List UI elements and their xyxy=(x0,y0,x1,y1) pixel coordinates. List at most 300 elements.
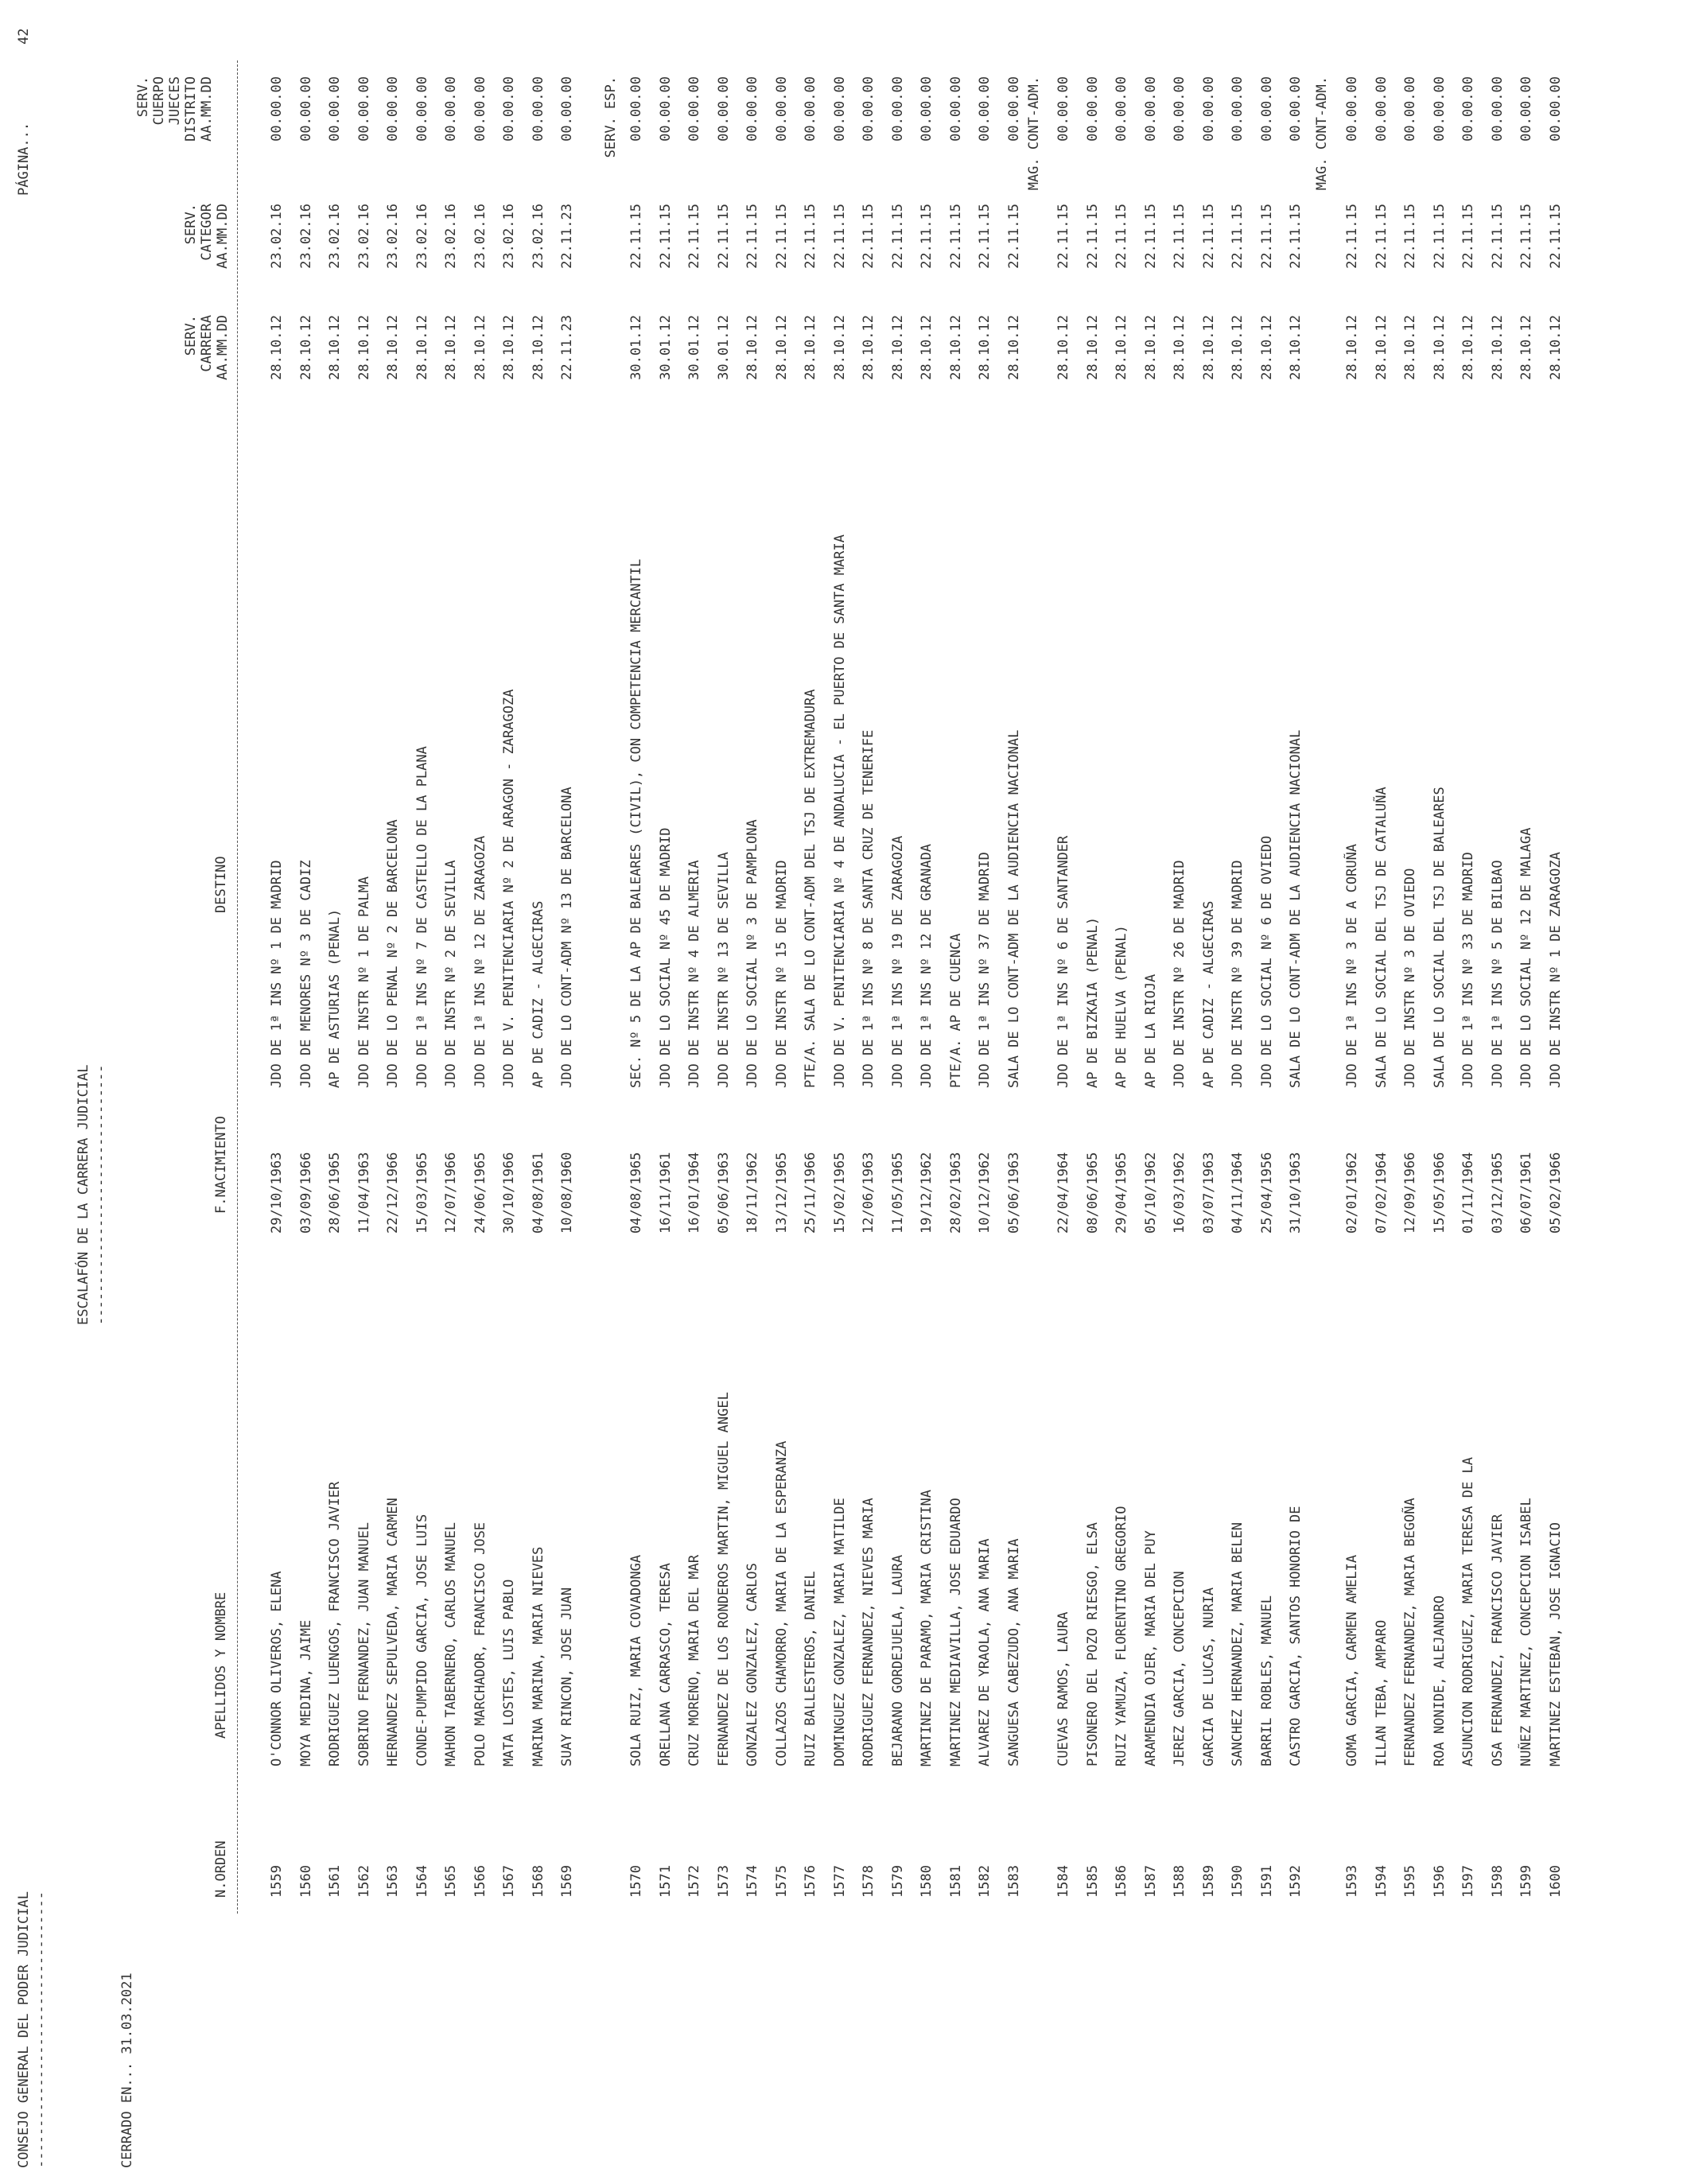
serv-cuerpo: 00.00.00 xyxy=(1200,76,1217,142)
birth-date: 15/03/1965 xyxy=(414,1152,430,1234)
serv-categor: 22.11.15 xyxy=(773,204,790,269)
serv-carrera: 28.10.12 xyxy=(327,315,343,380)
person-name: MOYA MEDINA, JAIME xyxy=(297,1619,314,1766)
person-name: GARCIA DE LUCAS, NURIA xyxy=(1200,1587,1217,1766)
birth-date: 06/07/1961 xyxy=(1518,1152,1534,1234)
order-number: 1599 xyxy=(1518,1865,1534,1898)
serv-categor: 22.11.15 xyxy=(1288,204,1304,269)
serv-carrera: 28.10.12 xyxy=(1084,315,1101,380)
table-row xyxy=(385,0,414,2184)
person-name: MATA LOSTES, LUIS PABLO xyxy=(501,1579,517,1766)
order-number: 1584 xyxy=(1055,1865,1071,1898)
col-c2-line1: SERV. xyxy=(183,204,199,245)
order-number: 1561 xyxy=(327,1865,343,1898)
destination: JDO DE LO SOCIAL Nº 45 DE MADRID xyxy=(657,827,674,1088)
birth-date: 12/06/1963 xyxy=(861,1152,877,1234)
serv-carrera: 28.10.12 xyxy=(530,315,546,380)
col-c3-line4: DISTRITO xyxy=(183,76,199,142)
destination: JDO DE MENORES Nº 3 DE CADIZ xyxy=(297,860,314,1088)
order-number: 1590 xyxy=(1230,1865,1246,1898)
birth-date: 13/12/1965 xyxy=(773,1152,790,1234)
destination: JDO DE 1ª INS Nº 8 DE SANTA CRUZ DE TENERIFE xyxy=(861,729,877,1088)
serv-categor: 23.02.16 xyxy=(327,204,343,269)
serv-categor: 22.11.15 xyxy=(1230,204,1246,269)
person-name: BEJARANO GORDEJUELA, LAURA xyxy=(889,1554,906,1766)
col-c1-line1: SERV. xyxy=(183,315,199,356)
serv-cuerpo: 00.00.00 xyxy=(1431,76,1448,142)
table-row xyxy=(414,0,443,2184)
order-number: 1564 xyxy=(414,1865,430,1898)
table-row xyxy=(716,0,744,2184)
serv-cuerpo: 00.00.00 xyxy=(1489,76,1506,142)
birth-date: 04/08/1961 xyxy=(530,1152,546,1234)
serv-carrera: 28.10.12 xyxy=(269,315,285,380)
destination: AP DE HUELVA (PENAL) xyxy=(1114,925,1129,1088)
serv-categor: 22.11.15 xyxy=(977,204,993,269)
serv-categor: 23.02.16 xyxy=(385,204,401,269)
birth-date: 29/04/1965 xyxy=(1114,1152,1129,1234)
order-number: 1597 xyxy=(1460,1865,1476,1898)
serv-cuerpo: 00.00.00 xyxy=(1373,76,1390,142)
serv-categor: 22.11.15 xyxy=(803,204,818,269)
serv-carrera: 28.10.12 xyxy=(889,315,906,380)
serv-categor: 22.11.15 xyxy=(831,204,848,269)
birth-date: 03/12/1965 xyxy=(1489,1152,1506,1234)
table-row xyxy=(774,0,803,2184)
order-number: 1588 xyxy=(1172,1865,1188,1898)
serv-categor: 22.11.15 xyxy=(889,204,906,269)
birth-date: 04/08/1965 xyxy=(628,1152,644,1234)
serv-categor: 23.02.16 xyxy=(530,204,546,269)
person-name: ROA NONIDE, ALEJANDRO xyxy=(1431,1595,1448,1766)
birth-date: 24/06/1965 xyxy=(472,1152,488,1234)
birth-date: 01/11/1964 xyxy=(1460,1152,1476,1234)
birth-date: 03/07/1963 xyxy=(1200,1152,1217,1234)
order-number: 1593 xyxy=(1344,1865,1360,1898)
destination: JDO DE 1ª INS Nº 1 DE MADRID xyxy=(269,860,285,1088)
col-c2-line3: AA.MM.DD xyxy=(215,204,231,269)
serv-cuerpo: 00.00.00 xyxy=(889,76,906,142)
serv-cuerpo: 00.00.00 xyxy=(977,76,993,142)
destination: JDO DE 1ª INS Nº 33 DE MADRID xyxy=(1460,852,1476,1088)
serv-cuerpo: 00.00.00 xyxy=(803,76,818,142)
table-row xyxy=(861,0,889,2184)
table-row xyxy=(269,0,297,2184)
destination: JDO DE INSTR Nº 13 DE SEVILLA xyxy=(715,852,732,1088)
destination: JDO DE LO CONT-ADM Nº 13 DE BARCELONA xyxy=(559,787,575,1088)
serv-cuerpo: 00.00.00 xyxy=(1288,76,1304,142)
serv-categor: 22.11.15 xyxy=(1402,204,1418,269)
birth-date: 05/10/1962 xyxy=(1142,1152,1159,1234)
serv-carrera: 28.10.12 xyxy=(1489,315,1506,380)
serv-carrera: 28.10.12 xyxy=(1344,315,1360,380)
order-number: 1585 xyxy=(1084,1865,1101,1898)
serv-cuerpo: 00.00.00 xyxy=(269,76,285,142)
destination: AP DE BIZKAIA (PENAL) xyxy=(1084,917,1101,1088)
birth-date: 16/03/1962 xyxy=(1172,1152,1188,1234)
serv-categor: 22.11.15 xyxy=(1142,204,1159,269)
serv-cuerpo: 00.00.00 xyxy=(1547,76,1564,142)
serv-categor: 23.02.16 xyxy=(443,204,459,269)
table-row xyxy=(1172,0,1200,2184)
person-name: RODRIGUEZ FERNANDEZ, NIEVES MARIA xyxy=(861,1498,877,1766)
order-number: 1596 xyxy=(1431,1865,1448,1898)
serv-carrera: 28.10.12 xyxy=(977,315,993,380)
destination: JDO DE LO PENAL Nº 2 DE BARCELONA xyxy=(385,819,401,1088)
serv-carrera: 28.10.12 xyxy=(861,315,877,380)
destination: SALA DE LO CONT-ADM DE LA AUDIENCIA NACIONAL xyxy=(1288,729,1304,1088)
destination: JDO DE 1ª INS Nº 6 DE SANTANDER xyxy=(1055,835,1071,1088)
serv-categor: 22.11.15 xyxy=(919,204,935,269)
col-c2-line2: CATEGOR xyxy=(199,204,215,261)
order-number: 1563 xyxy=(385,1865,401,1898)
person-name: RUIZ YAMUZA, FLORENTINO GREGORIO xyxy=(1114,1506,1129,1766)
col-c3-line3: JUECES xyxy=(167,76,183,126)
serv-carrera: 28.10.12 xyxy=(919,315,935,380)
person-name: GONZALEZ GONZALEZ, CARLOS xyxy=(744,1563,760,1766)
destination: SALA DE LO SOCIAL DEL TSJ DE CATALUÑA xyxy=(1373,787,1390,1088)
serv-carrera: 30.01.12 xyxy=(715,315,732,380)
page-number: 42 xyxy=(16,28,32,45)
title-underline: -------------------------------- xyxy=(93,1064,109,1325)
birth-date: 05/06/1963 xyxy=(715,1152,732,1234)
table-row xyxy=(472,0,501,2184)
destination: JDO DE INSTR Nº 3 DE OVIEDO xyxy=(1402,868,1418,1088)
serv-carrera: 22.11.23 xyxy=(559,315,575,380)
birth-date: 10/08/1960 xyxy=(559,1152,575,1234)
destination: AP DE CADIZ - ALGECIRAS xyxy=(1200,900,1217,1088)
table-row xyxy=(1201,0,1230,2184)
destination: AP DE LA RIOJA xyxy=(1142,973,1159,1088)
serv-categor: 23.02.16 xyxy=(297,204,314,269)
serv-carrera: 28.10.12 xyxy=(773,315,790,380)
person-name: MARINA MARINA, MARIA NIEVES xyxy=(530,1546,546,1766)
group-subheader: MAG. CONT-ADM. xyxy=(1314,76,1330,191)
serv-categor: 22.11.15 xyxy=(1172,204,1188,269)
col-destination-header: DESTINO xyxy=(213,856,229,913)
serv-categor: 22.11.15 xyxy=(1084,204,1101,269)
order-number: 1566 xyxy=(472,1865,488,1898)
destination: JDO DE LO SOCIAL Nº 6 DE OVIEDO xyxy=(1258,835,1275,1088)
table-row xyxy=(977,0,1005,2184)
birth-date: 22/04/1964 xyxy=(1055,1152,1071,1234)
birth-date: 15/02/1965 xyxy=(831,1152,848,1234)
table-row xyxy=(832,0,861,2184)
order-number: 1572 xyxy=(686,1865,702,1898)
serv-carrera: 28.10.12 xyxy=(472,315,488,380)
serv-cuerpo: 00.00.00 xyxy=(861,76,877,142)
col-c1-line2: CARRERA xyxy=(199,315,215,372)
birth-date: 07/02/1964 xyxy=(1373,1152,1390,1234)
serv-cuerpo: 00.00.00 xyxy=(686,76,702,142)
table-row xyxy=(948,0,977,2184)
serv-carrera: 28.10.12 xyxy=(1142,315,1159,380)
serv-carrera: 28.10.12 xyxy=(1258,315,1275,380)
serv-cuerpo: 00.00.00 xyxy=(530,76,546,142)
table-row xyxy=(1490,0,1518,2184)
order-number: 1598 xyxy=(1489,1865,1506,1898)
order-number: 1567 xyxy=(501,1865,517,1898)
person-name: HERNANDEZ SEPULVEDA, MARIA CARMEN xyxy=(385,1498,401,1766)
table-row xyxy=(443,0,472,2184)
serv-carrera: 30.01.12 xyxy=(628,315,644,380)
order-number: 1583 xyxy=(1005,1865,1022,1898)
destination: SALA DE LO SOCIAL DEL TSJ DE BALEARES xyxy=(1431,787,1448,1088)
birth-date: 12/07/1966 xyxy=(443,1152,459,1234)
birth-date: 28/06/1965 xyxy=(327,1152,343,1234)
serv-categor: 22.11.15 xyxy=(1258,204,1275,269)
serv-categor: 22.11.15 xyxy=(715,204,732,269)
serv-carrera: 28.10.12 xyxy=(297,315,314,380)
serv-carrera: 28.10.12 xyxy=(1230,315,1246,380)
person-name: ILLAN TEBA, AMPARO xyxy=(1373,1619,1390,1766)
serv-categor: 22.11.15 xyxy=(1460,204,1476,269)
serv-carrera: 28.10.12 xyxy=(744,315,760,380)
destination: JDO DE 1ª INS Nº 37 DE MADRID xyxy=(977,852,993,1088)
destination: JDO DE INSTR Nº 2 DE SEVILLA xyxy=(443,860,459,1088)
birth-date: 11/05/1965 xyxy=(889,1152,906,1234)
person-name: OSA FERNANDEZ, FRANCISCO JAVIER xyxy=(1489,1514,1506,1766)
birth-date: 25/11/1966 xyxy=(803,1152,818,1234)
order-number: 1587 xyxy=(1142,1865,1159,1898)
order-number: 1595 xyxy=(1402,1865,1418,1898)
table-row xyxy=(327,0,356,2184)
serv-cuerpo: 00.00.00 xyxy=(1005,76,1022,142)
birth-date: 29/10/1963 xyxy=(269,1152,285,1234)
birth-date: 12/09/1966 xyxy=(1402,1152,1418,1234)
serv-cuerpo: 00.00.00 xyxy=(356,76,372,142)
table-row xyxy=(298,0,327,2184)
person-name: FERNANDEZ FERNANDEZ, MARIA BEGOÑA xyxy=(1402,1498,1418,1766)
table-row xyxy=(1114,0,1142,2184)
person-name: POLO MARCHADOR, FRANCISCO JOSE xyxy=(472,1521,488,1766)
serv-cuerpo: 00.00.00 xyxy=(744,76,760,142)
birth-date: 15/05/1966 xyxy=(1431,1152,1448,1234)
table-row xyxy=(1288,0,1316,2184)
person-name: ARAMENDIA OJER, MARIA DEL PUY xyxy=(1142,1530,1159,1766)
serv-carrera: 28.10.12 xyxy=(1460,315,1476,380)
serv-cuerpo: 00.00.00 xyxy=(1518,76,1534,142)
order-number: 1580 xyxy=(919,1865,935,1898)
birth-date: 25/04/1956 xyxy=(1258,1152,1275,1234)
person-name: RODRIGUEZ LUENGOS, FRANCISCO JAVIER xyxy=(327,1481,343,1766)
serv-carrera: 28.10.12 xyxy=(1402,315,1418,380)
serv-categor: 22.11.15 xyxy=(1373,204,1390,269)
order-number: 1582 xyxy=(977,1865,993,1898)
birth-date: 22/12/1966 xyxy=(385,1152,401,1234)
serv-categor: 22.11.15 xyxy=(861,204,877,269)
col-order-header: N.ORDEN xyxy=(213,1840,229,1898)
order-number: 1589 xyxy=(1200,1865,1217,1898)
serv-cuerpo: 00.00.00 xyxy=(1460,76,1476,142)
table-row xyxy=(531,0,559,2184)
serv-carrera: 28.10.12 xyxy=(443,315,459,380)
order-number: 1579 xyxy=(889,1865,906,1898)
serv-categor: 23.02.16 xyxy=(356,204,372,269)
serv-categor: 22.11.15 xyxy=(947,204,964,269)
serv-cuerpo: 00.00.00 xyxy=(1172,76,1188,142)
person-name: JEREZ GARCIA, CONCEPCION xyxy=(1172,1571,1188,1766)
birth-date: 18/11/1962 xyxy=(744,1152,760,1234)
serv-cuerpo: 00.00.00 xyxy=(1084,76,1101,142)
order-number: 1571 xyxy=(657,1865,674,1898)
destination: JDO DE 1ª INS Nº 19 DE ZARAGOZA xyxy=(889,835,906,1088)
serv-cuerpo: 00.00.00 xyxy=(919,76,935,142)
person-name: BARRIL ROBLES, MANUEL xyxy=(1258,1595,1275,1766)
destination: JDO DE 1ª INS Nº 12 DE GRANADA xyxy=(919,843,935,1088)
person-name: GOMA GARCIA, CARMEN AMELIA xyxy=(1344,1554,1360,1766)
order-number: 1559 xyxy=(269,1865,285,1898)
serv-categor: 22.11.15 xyxy=(1431,204,1448,269)
col-c3-line1: SERV. xyxy=(135,76,151,118)
birth-date: 28/02/1963 xyxy=(947,1152,964,1234)
destination: JDO DE 1ª INS Nº 7 DE CASTELLO DE LA PLANA xyxy=(414,746,430,1088)
table-row xyxy=(744,0,773,2184)
destination: PTE/A. SALA DE LO CONT-ADM DEL TSJ DE EXTREMADURA xyxy=(803,689,818,1088)
serv-categor: 22.11.15 xyxy=(1344,204,1360,269)
destination: JDO DE INSTR Nº 1 DE PALMA xyxy=(356,876,372,1088)
serv-carrera: 28.10.12 xyxy=(1373,315,1390,380)
serv-cuerpo: 00.00.00 xyxy=(715,76,732,142)
serv-cuerpo: 00.00.00 xyxy=(1230,76,1246,142)
table-row xyxy=(1518,0,1547,2184)
order-number: 1591 xyxy=(1258,1865,1275,1898)
serv-carrera: 30.01.12 xyxy=(686,315,702,380)
table-row xyxy=(1230,0,1258,2184)
destination: JDO DE INSTR Nº 4 DE ALMERIA xyxy=(686,860,702,1088)
person-name: ASUNCION RODRIGUEZ, MARIA TERESA DE LA xyxy=(1460,1457,1476,1766)
destination: AP DE ASTURIAS (PENAL) xyxy=(327,908,343,1088)
table-row xyxy=(356,0,385,2184)
serv-carrera: 28.10.12 xyxy=(1431,315,1448,380)
destination: JDO DE INSTR Nº 39 DE MADRID xyxy=(1230,860,1246,1088)
order-number: 1586 xyxy=(1114,1865,1129,1898)
org-underline: ---------------------------------- xyxy=(33,1891,49,2168)
destination: AP DE CADIZ - ALGECIRAS xyxy=(530,900,546,1088)
order-number: 1600 xyxy=(1547,1865,1564,1898)
table-row xyxy=(686,0,715,2184)
serv-cuerpo: 00.00.00 xyxy=(297,76,314,142)
serv-cuerpo: 00.00.00 xyxy=(773,76,790,142)
serv-categor: 22.11.15 xyxy=(628,204,644,269)
person-name: DOMINGUEZ GONZALEZ, MARIA MATILDE xyxy=(831,1498,848,1766)
serv-categor: 22.11.15 xyxy=(744,204,760,269)
order-number: 1570 xyxy=(628,1865,644,1898)
order-number: 1573 xyxy=(715,1865,732,1898)
col-c3-line5: AA.MM.DD xyxy=(199,76,215,142)
birth-date: 05/06/1963 xyxy=(1005,1152,1022,1234)
person-name: ALVAREZ DE YRAOLA, ANA MARIA xyxy=(977,1538,993,1766)
person-name: MARTINEZ DE PARAMO, MARIA CRISTINA xyxy=(919,1490,935,1766)
person-name: RUIZ BALLESTEROS, DANIEL xyxy=(803,1571,818,1766)
serv-carrera: 28.10.12 xyxy=(1547,315,1564,380)
document-title: ESCALAFÓN DE LA CARRERA JUDICIAL xyxy=(76,1064,91,1325)
serv-cuerpo: 00.00.00 xyxy=(1114,76,1129,142)
person-name: SOBRINO FERNANDEZ, JUAN MANUEL xyxy=(356,1521,372,1766)
destination: JDO DE V. PENITENCIARIA Nº 2 DE ARAGON - ZARAGOZA xyxy=(501,689,517,1088)
serv-carrera: 28.10.12 xyxy=(803,315,818,380)
serv-cuerpo: 00.00.00 xyxy=(327,76,343,142)
serv-carrera: 28.10.12 xyxy=(501,315,517,380)
serv-categor: 22.11.23 xyxy=(559,204,575,269)
birth-date: 02/01/1962 xyxy=(1344,1152,1360,1234)
serv-carrera: 28.10.12 xyxy=(1518,315,1534,380)
destination: JDO DE 1ª INS Nº 5 DE BILBAO xyxy=(1489,860,1506,1088)
order-number: 1577 xyxy=(831,1865,848,1898)
person-name: CASTRO GARCIA, SANTOS HONORIO DE xyxy=(1288,1506,1304,1766)
birth-date: 16/01/1964 xyxy=(686,1152,702,1234)
birth-date: 11/04/1963 xyxy=(356,1152,372,1234)
col-birth-header: F.NACIMIENTO xyxy=(213,1116,229,1214)
closed-date: CERRADO EN... 31.03.2021 xyxy=(119,1972,135,2168)
serv-categor: 22.11.15 xyxy=(657,204,674,269)
table-row xyxy=(1259,0,1288,2184)
destination: JDO DE INSTR Nº 15 DE MADRID xyxy=(773,860,790,1088)
table-row xyxy=(1402,0,1431,2184)
table-row xyxy=(1460,0,1489,2184)
serv-carrera: 28.10.12 xyxy=(947,315,964,380)
destination: JDO DE LO SOCIAL Nº 12 DE MALAGA xyxy=(1518,827,1534,1088)
serv-categor: 22.11.15 xyxy=(1547,204,1564,269)
person-name: SANCHEZ HERNANDEZ, MARIA BELEN xyxy=(1230,1521,1246,1766)
serv-carrera: 28.10.12 xyxy=(414,315,430,380)
serv-categor: 22.11.15 xyxy=(1518,204,1534,269)
serv-carrera: 28.10.12 xyxy=(1172,315,1188,380)
destination: PTE/A. AP DE CUENCA xyxy=(947,933,964,1088)
table-row xyxy=(628,0,657,2184)
order-number: 1560 xyxy=(297,1865,314,1898)
order-number: 1578 xyxy=(861,1865,877,1898)
table-row xyxy=(1548,0,1576,2184)
serv-categor: 23.02.16 xyxy=(414,204,430,269)
serv-carrera: 28.10.12 xyxy=(1288,315,1304,380)
destination: JDO DE INSTR Nº 1 DE ZARAGOZA xyxy=(1547,852,1564,1088)
serv-carrera: 28.10.12 xyxy=(1114,315,1129,380)
serv-cuerpo: 00.00.00 xyxy=(628,76,644,142)
birth-date: 08/06/1965 xyxy=(1084,1152,1101,1234)
order-number: 1574 xyxy=(744,1865,760,1898)
table-row xyxy=(1055,0,1084,2184)
person-name: SUAY RINCON, JOSE JUAN xyxy=(559,1587,575,1766)
serv-cuerpo: 00.00.00 xyxy=(831,76,848,142)
destination: JDO DE 1ª INS Nº 3 DE A CORUÑA xyxy=(1344,843,1360,1088)
person-name: O'CONNOR OLIVEROS, ELENA xyxy=(269,1571,285,1766)
col-name-header: APELLIDOS Y NOMBRE xyxy=(213,1591,229,1739)
table-row xyxy=(1432,0,1460,2184)
person-name: COLLAZOS CHAMORRO, MARIA DE LA ESPERANZA xyxy=(773,1440,790,1766)
destination: JDO DE V. PENITENCIARIA Nº 4 DE ANDALUCIA - EL PUERTO DE SANTA MARIA xyxy=(831,534,848,1088)
birth-date: 03/09/1966 xyxy=(297,1152,314,1234)
birth-date: 19/12/1962 xyxy=(919,1152,935,1234)
order-number: 1562 xyxy=(356,1865,372,1898)
serv-cuerpo: 00.00.00 xyxy=(1142,76,1159,142)
person-name: MAHON TABERNERO, CARLOS MANUEL xyxy=(443,1521,459,1766)
table-row xyxy=(501,0,530,2184)
person-name: CRUZ MORENO, MARIA DEL MAR xyxy=(686,1554,702,1766)
serv-cuerpo: 00.00.00 xyxy=(559,76,575,142)
order-number: 1575 xyxy=(773,1865,790,1898)
order-number: 1576 xyxy=(803,1865,818,1898)
table-row xyxy=(559,0,588,2184)
serv-cuerpo: 00.00.00 xyxy=(657,76,674,142)
serv-cuerpo: 00.00.00 xyxy=(947,76,964,142)
serv-categor: 23.02.16 xyxy=(269,204,285,269)
birth-date: 30/10/1966 xyxy=(501,1152,517,1234)
serv-categor: 22.11.15 xyxy=(1114,204,1129,269)
serv-categor: 22.11.15 xyxy=(1200,204,1217,269)
destination: JDO DE INSTR Nº 26 DE MADRID xyxy=(1172,860,1188,1088)
order-number: 1594 xyxy=(1373,1865,1390,1898)
